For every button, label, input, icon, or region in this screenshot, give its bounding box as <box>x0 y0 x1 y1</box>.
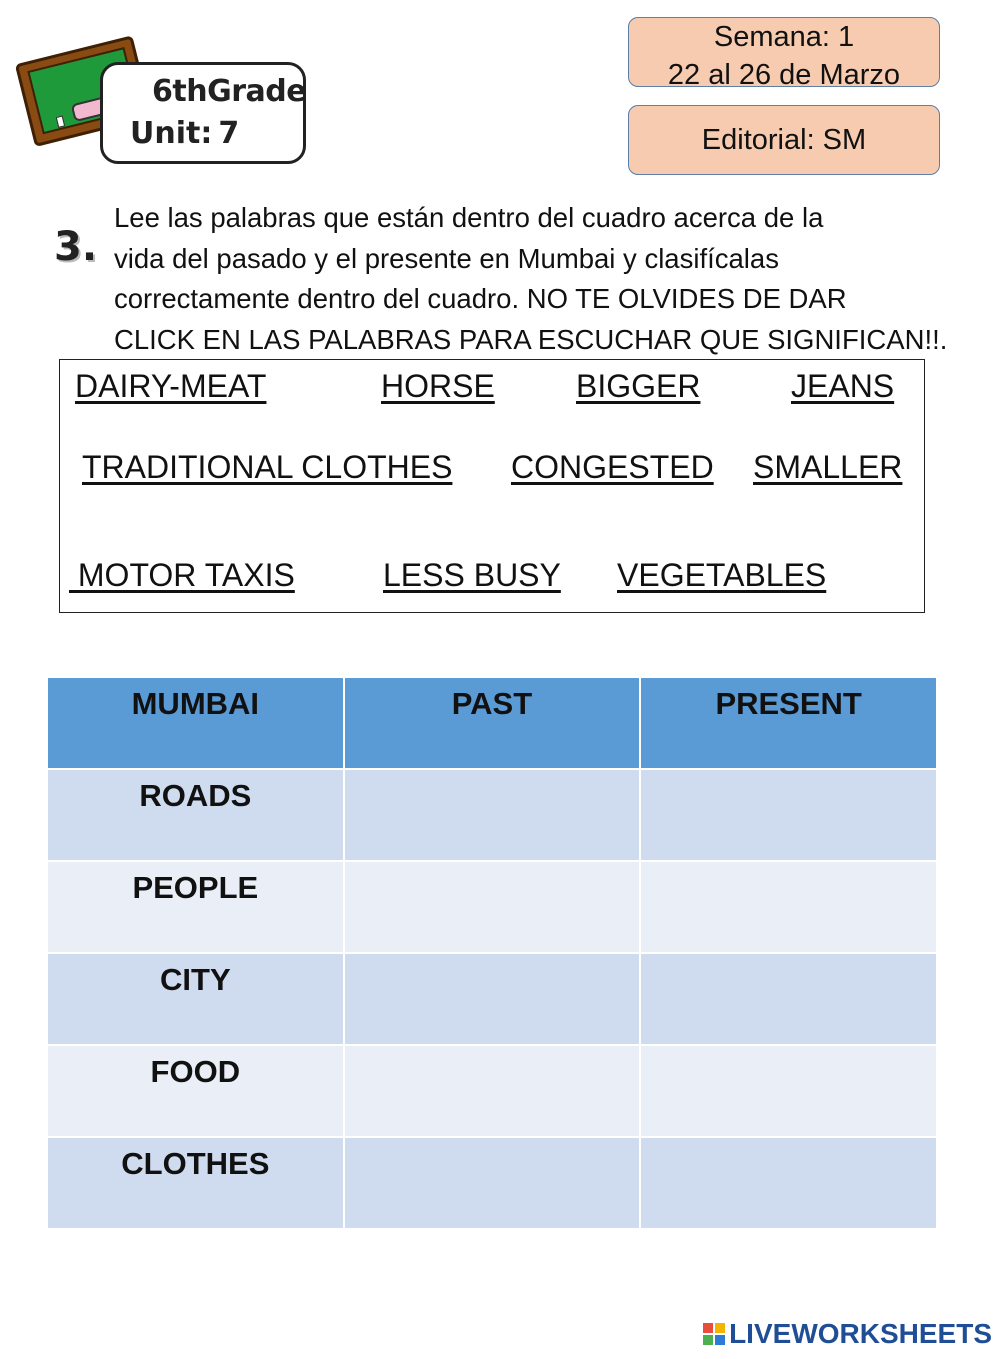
unit-label <box>130 116 239 151</box>
instruction-line: vida del pasado y el presente en Mumbai y clasifícalas <box>114 242 779 274</box>
publisher-badge: Editorial: SM <box>628 105 940 175</box>
word-motor-taxis[interactable]: MOTOR TAXIS <box>69 557 295 593</box>
word-dairy-meat[interactable]: DAIRY-MEAT <box>75 368 267 404</box>
header-mumbai: MUMBAI <box>47 677 344 769</box>
word-vegetables[interactable]: VEGETABLES <box>617 557 827 593</box>
table-row <box>47 1045 937 1137</box>
word-bank <box>59 359 925 613</box>
header-past: PAST <box>344 677 641 769</box>
drop-zone-people-past[interactable] <box>344 861 641 953</box>
row-label-roads: ROADS <box>47 769 344 861</box>
exercise-instructions <box>114 198 964 360</box>
drop-zone-city-past[interactable] <box>344 953 641 1045</box>
instruction-line: correctamente dentro del cuadro. NO TE OLVIDES DE DAR <box>114 283 847 314</box>
header-present: PRESENT <box>640 677 937 769</box>
grade-logo <box>14 28 314 168</box>
drop-zone-people-present[interactable] <box>640 861 937 953</box>
word-congested[interactable]: CONGESTED <box>511 449 714 485</box>
word-traditional-clothes[interactable]: TRADITIONAL CLOTHES <box>82 449 453 485</box>
row-label-food: FOOD <box>47 1045 344 1137</box>
drop-zone-roads-past[interactable] <box>344 769 641 861</box>
drop-zone-clothes-present[interactable] <box>640 1137 937 1229</box>
liveworksheets-icon <box>703 1323 725 1345</box>
grade-label: 6thGrade <box>152 74 307 109</box>
unit-number: 7 <box>218 116 240 151</box>
row-label-people: PEOPLE <box>47 861 344 953</box>
row-label-city: CITY <box>47 953 344 1045</box>
drop-zone-food-past[interactable] <box>344 1045 641 1137</box>
table-row <box>47 861 937 953</box>
exercise-number: 3. <box>54 224 98 270</box>
word-smaller[interactable]: SMALLER <box>753 449 903 485</box>
unit-label-text: Unit: <box>130 116 213 151</box>
brand-name: LIVEWORKSHEETS <box>729 1318 992 1349</box>
table-row <box>47 953 937 1045</box>
week-dates: 22 al 26 de Marzo <box>667 59 901 91</box>
drop-zone-roads-present[interactable] <box>640 769 937 861</box>
liveworksheets-logo[interactable] <box>703 1318 992 1350</box>
table-row <box>47 1137 937 1229</box>
instruction-line: Lee las palabras que están dentro del cuadro acerca de la <box>114 202 824 233</box>
classification-table <box>46 676 938 1230</box>
row-label-clothes: CLOTHES <box>47 1137 344 1229</box>
drop-zone-food-present[interactable] <box>640 1045 937 1137</box>
word-horse[interactable]: HORSE <box>381 368 495 404</box>
word-jeans[interactable]: JEANS <box>791 368 895 404</box>
word-less-busy[interactable]: LESS BUSY <box>383 557 561 593</box>
drop-zone-city-present[interactable] <box>640 953 937 1045</box>
week-badge <box>628 17 940 91</box>
week-number: Semana: 1 <box>713 21 855 53</box>
table-row <box>47 769 937 861</box>
instruction-line: CLICK EN LAS PALABRAS PARA ESCUCHAR QUE SIGNIFICAN!!. <box>114 323 948 355</box>
word-bigger[interactable]: BIGGER <box>576 368 701 404</box>
table-header-row <box>47 677 937 769</box>
drop-zone-clothes-past[interactable] <box>344 1137 641 1229</box>
